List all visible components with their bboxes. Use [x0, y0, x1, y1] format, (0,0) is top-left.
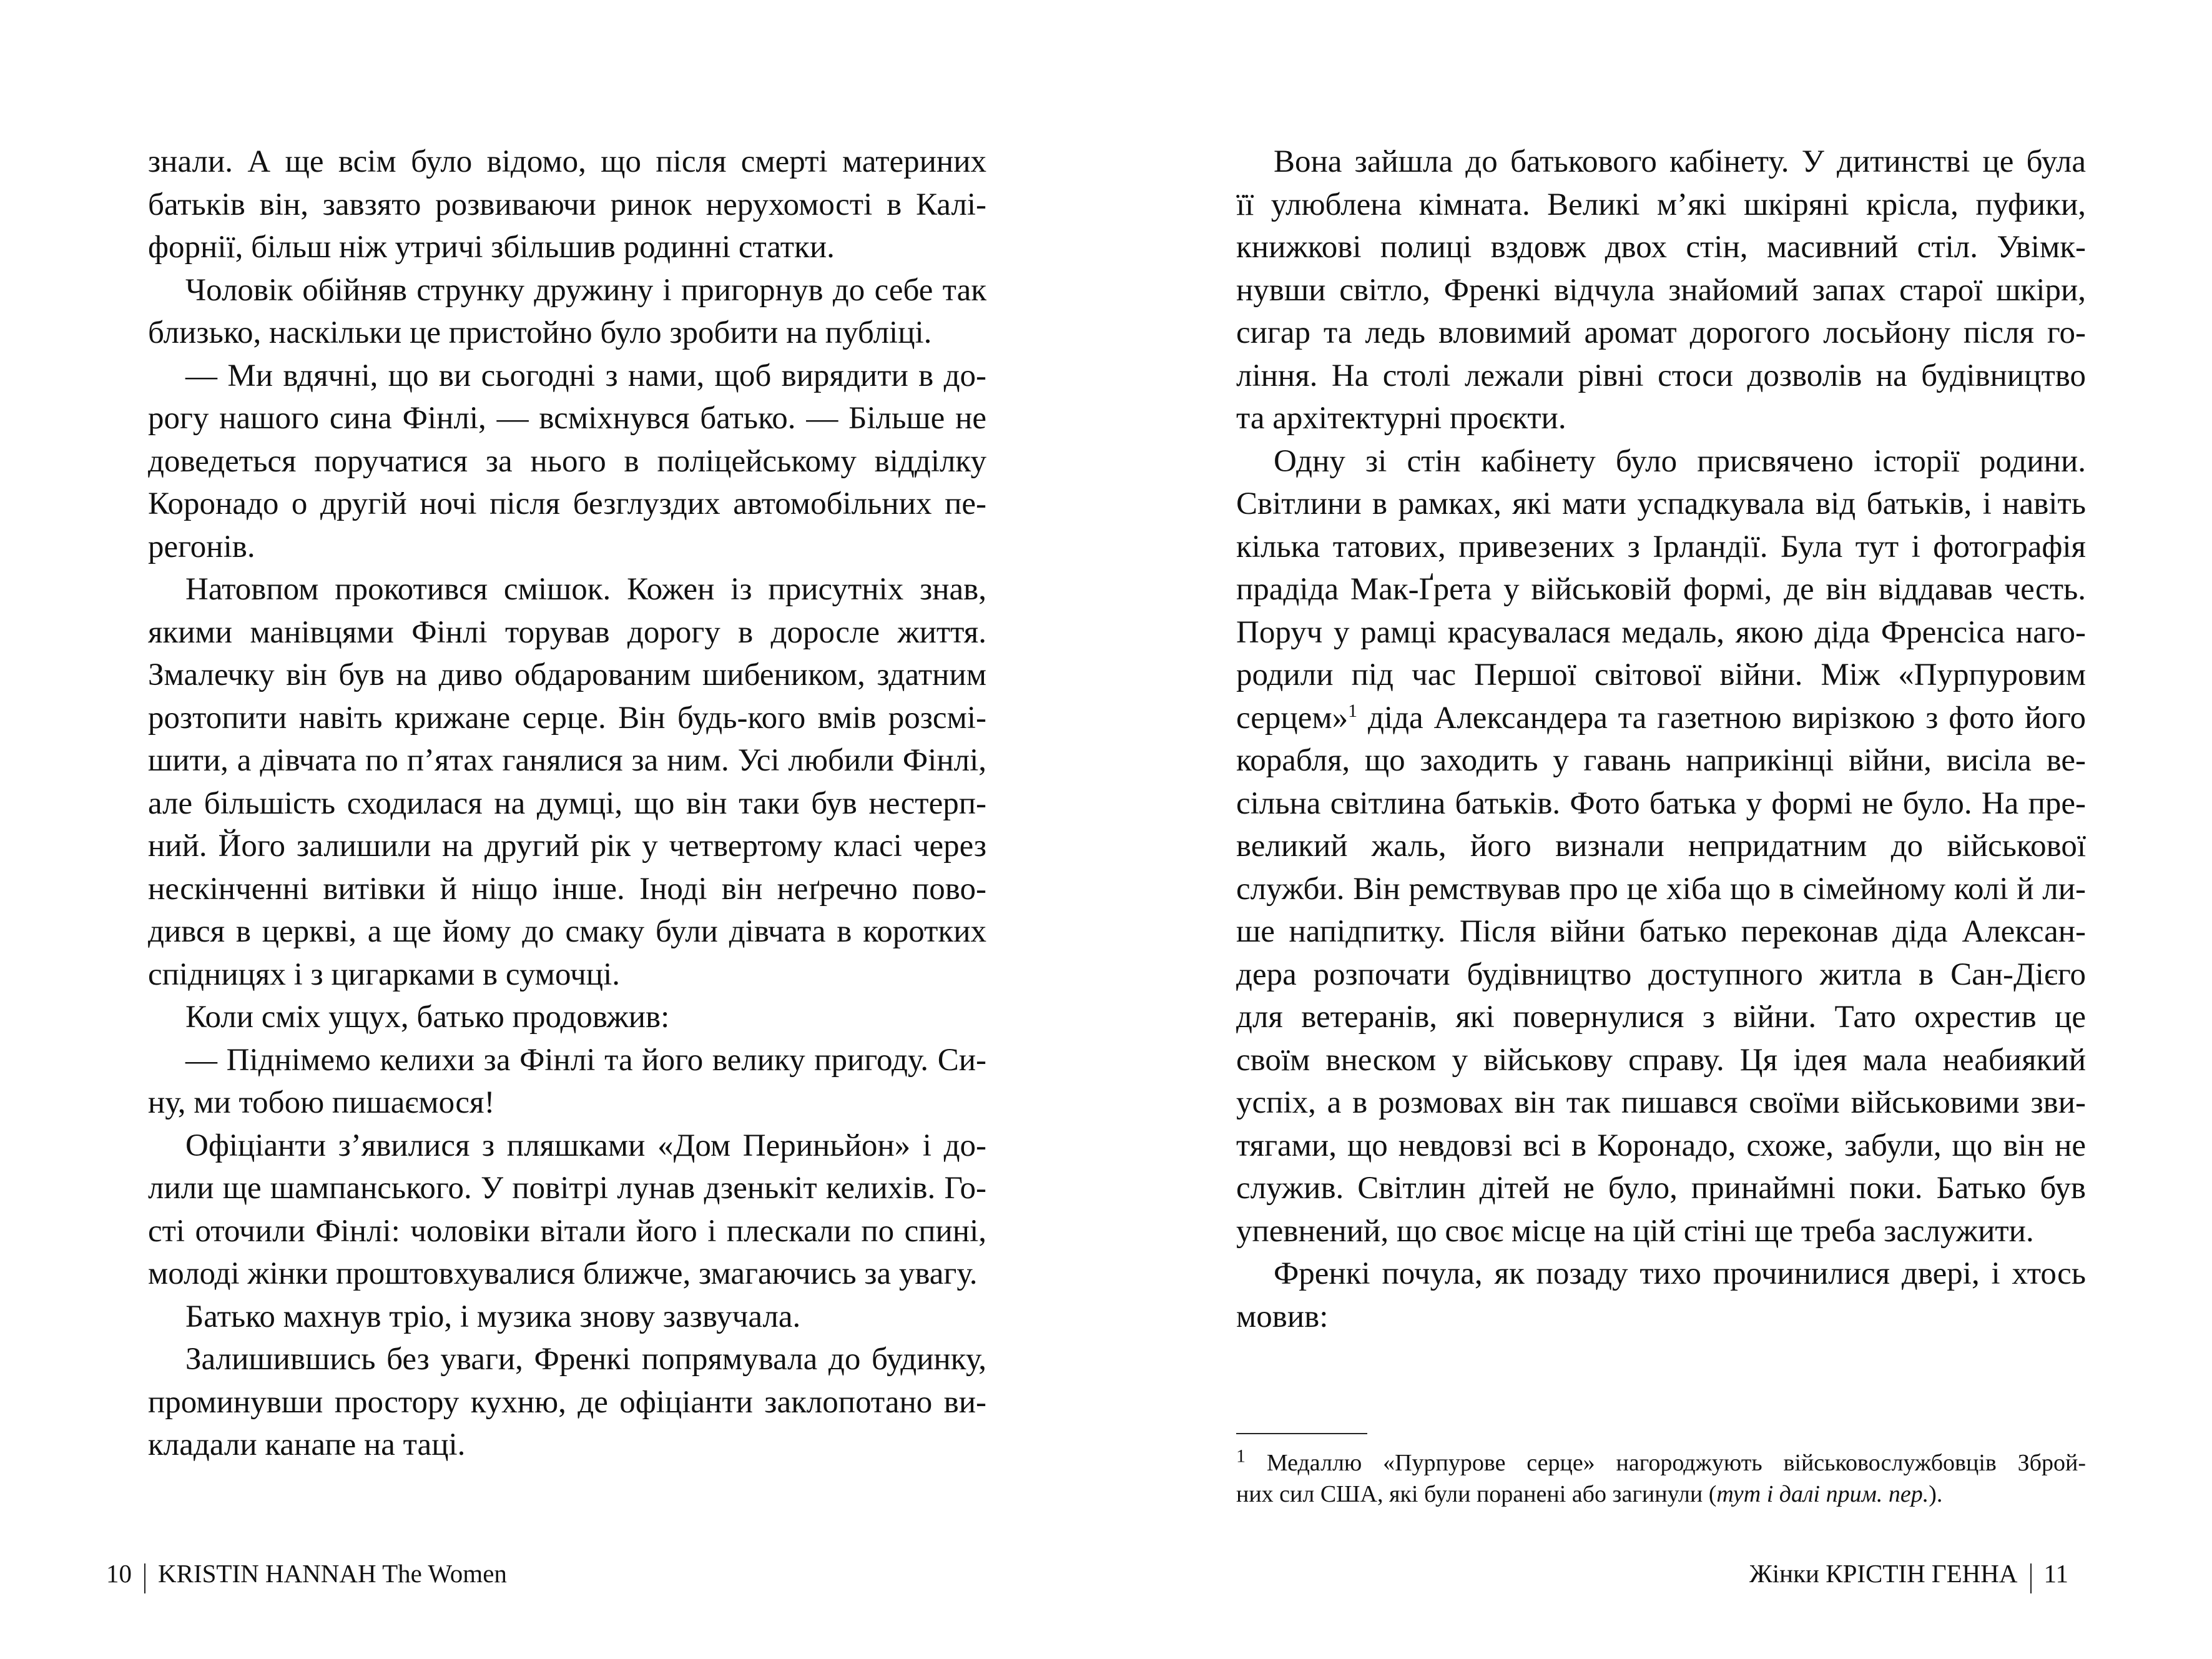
footnote-translator-note: тут і далі прим. пер.	[1716, 1481, 1929, 1507]
text-line: Поруч у рамці красувалася медаль, якою діда Френсіса наго-	[1236, 614, 2086, 650]
text-line: нескінченні витівки й ніщо інше. Іноді він неґречно пово-	[148, 871, 986, 907]
text-line: рогу нашого сина Фінлі, — всміхнувся батько. — Більше не	[148, 401, 986, 436]
page-number-left: 10	[106, 1559, 132, 1588]
text-line: форнії, більш ніж утричі збільшив родинні статки.	[148, 230, 835, 265]
text-line: шити, а дівчата по п’ятах ганялися за ним. Усі любили Фінлі,	[148, 743, 986, 778]
folio-separator	[144, 1563, 145, 1593]
text-line: та архітектурні проєкти.	[1236, 401, 1566, 436]
text-line: великий жаль, його визнали непридатним до військової	[1236, 829, 2086, 864]
text-line: але більшість сходилася на думці, що він таки був нестерп-	[148, 785, 986, 821]
text-line: — Піднімемо келихи за Фінлі та його велику пригоду. Си-	[185, 1042, 986, 1078]
text-line: Чоловік обійняв струнку дружину і пригорнув до себе так	[185, 272, 986, 308]
text-line: книжкові полиці вздовж двох стін, масивний стіл. Увімк-	[1236, 230, 2086, 265]
text-line: Коли сміх ущух, батько продовжив:	[185, 1000, 670, 1035]
text-line: Вона зайшла до батькового кабінету. У дитинстві це була	[1274, 144, 2086, 179]
footnote-text: Медаллю «Пурпурове серце» нагороджують військовослужбовців Зброй-	[1266, 1450, 2086, 1476]
text-line: Світлини в рамках, які мати успадкувала від батьків, і навіть	[1236, 486, 2086, 521]
text-line: кладали канапе на таці.	[148, 1427, 466, 1462]
text-line: ну, ми тобою пишаємося!	[148, 1085, 495, 1120]
text-line: її улюблена кімната. Великі м’які шкіряні крісла, пуфики,	[1236, 187, 2086, 222]
text-line: Коронадо о другій ночі після безглуздих автомобільних пе-	[148, 486, 986, 521]
text-fragment: діда Александера та газетною вирізкою з фото його	[1357, 700, 2086, 736]
footnote-reference[interactable]: 1	[1348, 700, 1358, 721]
text-line: кілька татових, привезених з Ірландії. Була тут і фотографія	[1236, 529, 2086, 564]
running-foot-title-right: Жінки КРІСТІН ГЕННА	[1749, 1559, 2018, 1588]
text-line: своїм внеском у військову справу. Ця ідея мала неабиякий	[1236, 1042, 2086, 1078]
text-line: для ветеранів, які повернулися з війни. Тато охрестив це	[1236, 1000, 2086, 1035]
text-line: сигар та ледь вловимий аромат дорогого лосьйону після го-	[1236, 315, 2086, 350]
text-line: Офіціанти з’явилися з пляшками «Дом Периньйон» і до-	[185, 1128, 986, 1163]
text-line: сільна світлина батьків. Фото батька у формі не було. На пре-	[1236, 785, 2086, 821]
text-line: прадіда Мак-Ґрета у військовій формі, де він віддавав честь.	[1236, 572, 2086, 607]
right-page	[1106, 0, 2212, 1659]
text-line: нувши світло, Френкі відчула знайомий запах старої шкіри,	[1236, 272, 2086, 308]
footnote-text: ).	[1929, 1481, 1943, 1507]
running-foot-title-left: KRISTIN HANNAH The Women	[158, 1559, 507, 1588]
text-line: Батько махнув тріо, і музика знову зазвучала.	[185, 1299, 801, 1334]
text-line: мовив:	[1236, 1299, 1329, 1334]
text-line: дився в церкві, а ще йому до смаку були дівчата в коротких	[148, 914, 986, 949]
text-line: ше напідпитку. Після війни батько переконав діда Алексан-	[1236, 914, 2086, 949]
text-line: успіх, а в розмовах він так пишався своїми військовими зви-	[1236, 1085, 2086, 1120]
text-line: ний. Його залишили на другий рік у четвертому класі через	[148, 829, 986, 864]
text-line: Френкі почула, як позаду тихо прочинилися двері, і хтось	[1274, 1256, 2086, 1291]
footnote-line	[1236, 1479, 2086, 1510]
text-line: Змалечку він був на диво обдарованим шибеником, здатним	[148, 657, 986, 692]
text-line: ління. На столі лежали рівні стоси дозволів на будівництво	[1236, 358, 2086, 393]
text-line: родили під час Першої світової війни. Між «Пурпуровим	[1236, 657, 2086, 692]
text-line: тягами, що невдовзі всі в Коронадо, схоже, забули, що він не	[1236, 1128, 2086, 1163]
text-line: служив. Світлин дітей не було, принаймні поки. Батько був	[1236, 1171, 2086, 1206]
footnote-line	[1236, 1447, 2086, 1479]
text-line: регонів.	[148, 529, 255, 564]
page-number-right: 11	[2043, 1559, 2068, 1588]
text-line	[1236, 697, 2086, 740]
footnote-divider	[1236, 1433, 1367, 1434]
text-line: знали. А ще всім було відомо, що після смерті материних	[148, 144, 986, 179]
text-line: лили ще шампанського. У повітрі лунав дзенькіт келихів. Го-	[148, 1171, 986, 1206]
text-line: Одну зі стін кабінету було присвячено історії родини.	[1274, 443, 2086, 479]
footnote-marker: 1	[1236, 1445, 1246, 1467]
text-fragment: серцем»	[1236, 700, 1349, 736]
text-line: молоді жінки проштовхувалися ближче, змагаючись за увагу.	[148, 1256, 978, 1291]
right-page-body-text	[1236, 140, 2086, 1338]
text-line: розтопити навіть крижане серце. Він будь-кого вмів розсмі-	[148, 700, 986, 736]
left-running-footer	[106, 1558, 507, 1589]
text-line: близько, наскільки це пристойно було зробити на публіці.	[148, 315, 932, 350]
right-running-footer	[1749, 1558, 2068, 1589]
folio-separator	[2030, 1563, 2032, 1593]
text-line: дера розпочати будівництво доступного житла в Сан-Дієго	[1236, 957, 2086, 992]
text-line: батьків він, завзято розвиваючи ринок нерухомості в Калі-	[148, 187, 986, 222]
text-line: Залишившись без уваги, Френкі попрямувала до будинку,	[185, 1342, 986, 1377]
footnote	[1236, 1447, 2086, 1510]
text-line: — Ми вдячні, що ви сьогодні з нами, щоб вирядити в до-	[185, 358, 986, 393]
left-page-body-text	[148, 140, 986, 1467]
text-line: служби. Він ремствував про це хіба що в сімейному колі й ли-	[1236, 871, 2086, 907]
footnote-text: них сил США, які були поранені або загинули (	[1236, 1481, 1717, 1507]
text-line: корабля, що заходить у гавань наприкінці війни, висіла ве-	[1236, 743, 2086, 778]
text-line: Натовпом прокотився смішок. Кожен із присутніх знав,	[185, 572, 986, 607]
text-line: проминувши простору кухню, де офіціанти заклопотано ви-	[148, 1384, 986, 1420]
text-line: спідницях і з цигарками в сумочці.	[148, 957, 620, 992]
text-line: доведеться поручатися за нього в поліцейському відділку	[148, 443, 986, 479]
text-line: упевнений, що своє місце на цій стіні ще треба заслужити.	[1236, 1213, 2034, 1249]
text-line: сті оточили Фінлі: чоловіки вітали його і плескали по спині,	[148, 1213, 986, 1249]
text-line: якими манівцями Фінлі торував дорогу в доросле життя.	[148, 614, 986, 650]
